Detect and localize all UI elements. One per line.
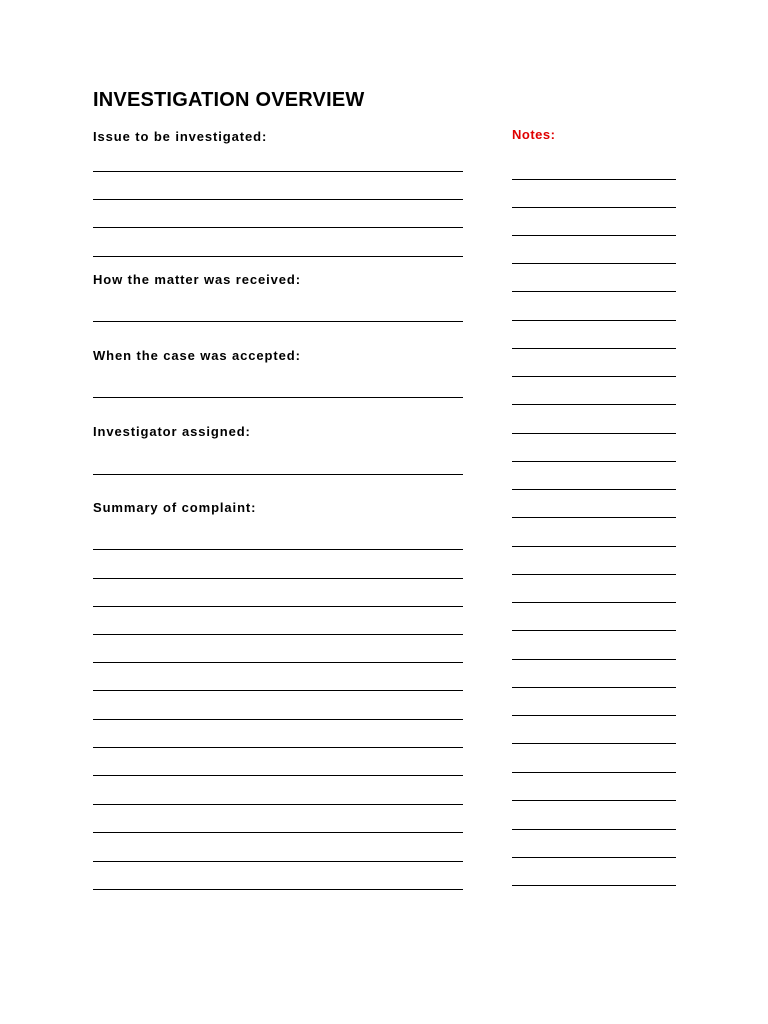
investigator-answer-line[interactable]: [93, 474, 463, 475]
summary-answer-line[interactable]: [93, 861, 463, 862]
summary-answer-line[interactable]: [93, 578, 463, 579]
issue-answer-line-4[interactable]: [93, 256, 463, 257]
notes-line[interactable]: [512, 461, 676, 462]
summary-answer-line[interactable]: [93, 690, 463, 691]
received-answer-line[interactable]: [93, 321, 463, 322]
notes-line[interactable]: [512, 715, 676, 716]
notes-line[interactable]: [512, 885, 676, 886]
notes-line[interactable]: [512, 235, 676, 236]
notes-line[interactable]: [512, 207, 676, 208]
notes-line[interactable]: [512, 687, 676, 688]
summary-answer-line[interactable]: [93, 832, 463, 833]
notes-line[interactable]: [512, 772, 676, 773]
investigator-label: Investigator assigned:: [93, 424, 251, 439]
summary-answer-line[interactable]: [93, 662, 463, 663]
notes-line[interactable]: [512, 800, 676, 801]
notes-line[interactable]: [512, 179, 676, 180]
accepted-answer-line[interactable]: [93, 397, 463, 398]
notes-line[interactable]: [512, 546, 676, 547]
summary-answer-line[interactable]: [93, 634, 463, 635]
issue-label: Issue to be investigated:: [93, 129, 268, 144]
summary-label: Summary of complaint:: [93, 500, 257, 515]
notes-line[interactable]: [512, 574, 676, 575]
notes-line[interactable]: [512, 291, 676, 292]
notes-line[interactable]: [512, 659, 676, 660]
notes-line[interactable]: [512, 602, 676, 603]
issue-answer-line-3[interactable]: [93, 227, 463, 228]
notes-line[interactable]: [512, 489, 676, 490]
notes-line[interactable]: [512, 348, 676, 349]
summary-answer-line[interactable]: [93, 719, 463, 720]
summary-answer-line[interactable]: [93, 747, 463, 748]
notes-line[interactable]: [512, 743, 676, 744]
notes-label: Notes:: [512, 127, 556, 142]
notes-line[interactable]: [512, 829, 676, 830]
issue-answer-line-1[interactable]: [93, 171, 463, 172]
summary-answer-line[interactable]: [93, 889, 463, 890]
received-label: How the matter was received:: [93, 272, 301, 287]
notes-line[interactable]: [512, 376, 676, 377]
notes-line[interactable]: [512, 404, 676, 405]
summary-answer-line[interactable]: [93, 775, 463, 776]
notes-line[interactable]: [512, 630, 676, 631]
notes-line[interactable]: [512, 320, 676, 321]
page-title: INVESTIGATION OVERVIEW: [93, 89, 365, 111]
accepted-label: When the case was accepted:: [93, 348, 301, 363]
summary-answer-line[interactable]: [93, 804, 463, 805]
summary-answer-line[interactable]: [93, 549, 463, 550]
summary-answer-line[interactable]: [93, 606, 463, 607]
notes-line[interactable]: [512, 263, 676, 264]
notes-line[interactable]: [512, 433, 676, 434]
notes-line[interactable]: [512, 517, 676, 518]
issue-answer-line-2[interactable]: [93, 199, 463, 200]
notes-line[interactable]: [512, 857, 676, 858]
